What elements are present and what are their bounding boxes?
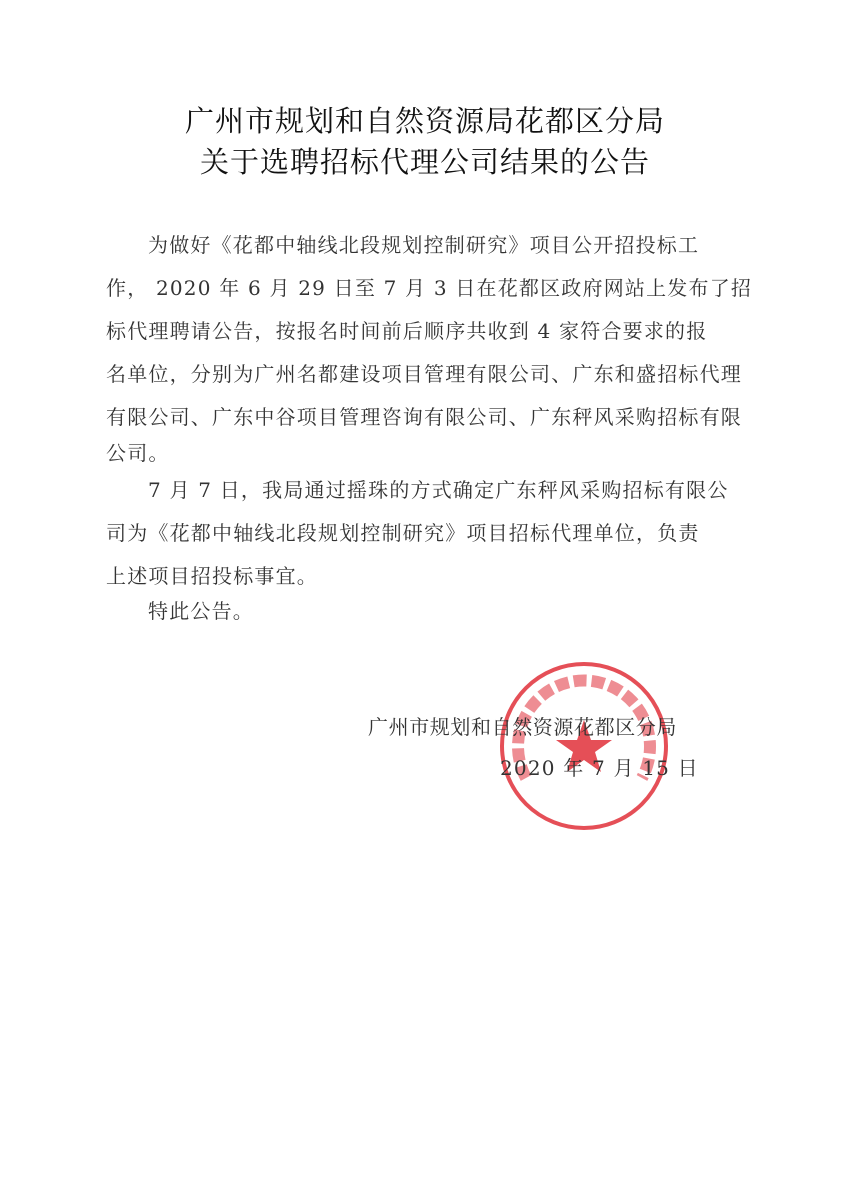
text-line: 公司。 bbox=[106, 441, 170, 465]
text-line: 名单位，分别为广州名都建设项目管理有限公司、广东和盛招标代理 bbox=[106, 362, 742, 386]
text-line: 作， 2020 年 6 月 29 日至 7 月 3 日在花都区政府网站上发布了招 bbox=[106, 276, 753, 300]
signature-org: 广州市规划和自然资源花都区分局 bbox=[368, 715, 677, 739]
text-line: 上述项目招投标事宜。 bbox=[106, 564, 318, 588]
official-seal bbox=[496, 658, 672, 834]
text-line: 7 月 7 日，我局通过摇珠的方式确定广东秤风采购招标有限公 bbox=[148, 478, 729, 502]
title-line-1: 广州市规划和自然资源局花都区分局 bbox=[184, 104, 665, 138]
title-line-2: 关于选聘招标代理公司结果的公告 bbox=[199, 145, 650, 179]
text-line: 有限公司、广东中谷项目管理咨询有限公司、广东秤风采购招标有限 bbox=[106, 405, 742, 429]
closing-text: 特此公告。 bbox=[148, 599, 254, 623]
signature-date: 2020 年 7 月 15 日 bbox=[500, 756, 699, 780]
text-line: 标代理聘请公告，按报名时间前后顺序共收到 4 家符合要求的报 bbox=[106, 319, 708, 343]
text-line: 司为《花都中轴线北段规划控制研究》项目招标代理单位，负责 bbox=[106, 521, 700, 545]
text-line: 为做好《花都中轴线北段规划控制研究》项目公开招投标工 bbox=[148, 233, 700, 257]
